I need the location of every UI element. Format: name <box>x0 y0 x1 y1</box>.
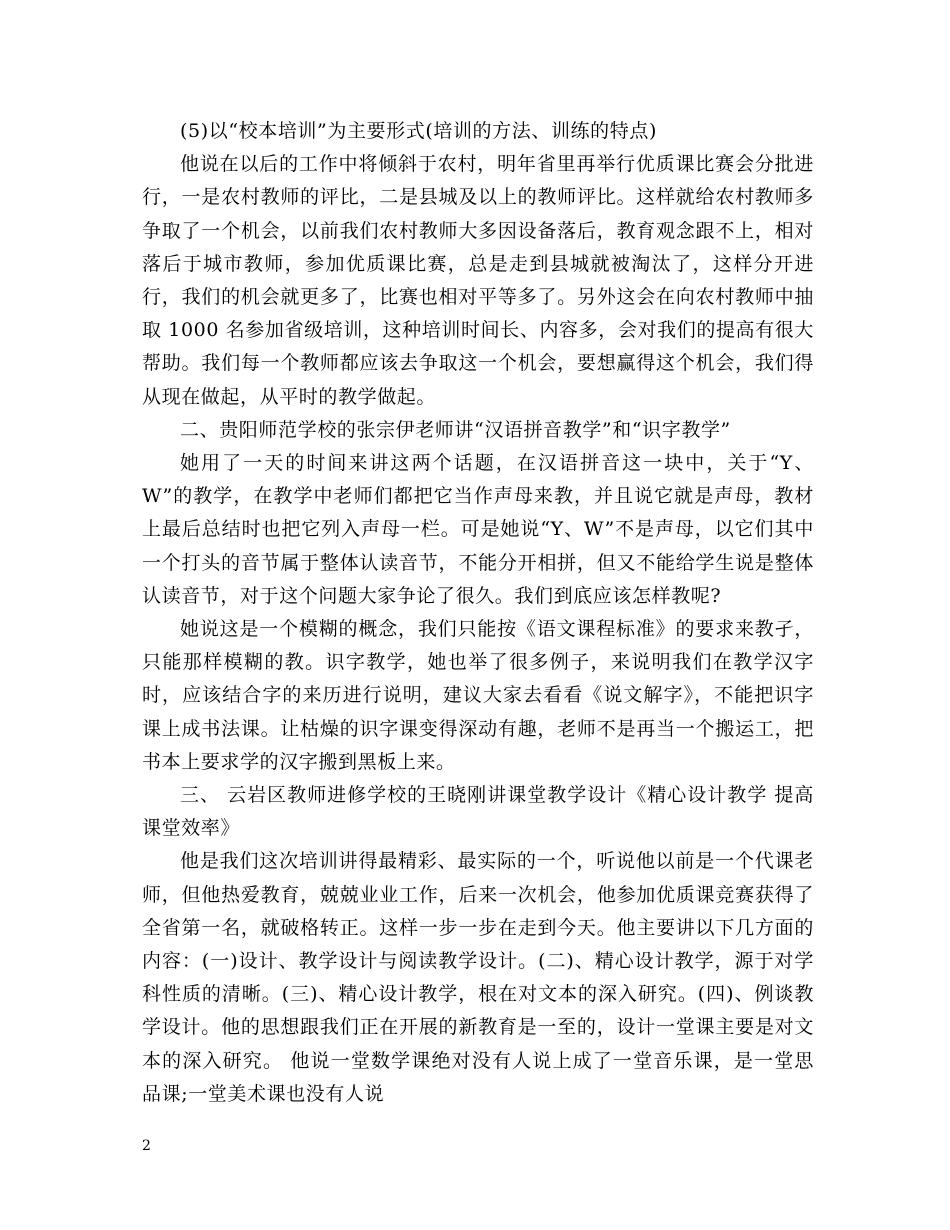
section-heading-two: 二、贵阳师范学校的张宗伊老师讲“汉语拼音教学”和“识字教学” <box>180 418 731 441</box>
paragraph-training-form: (5)以“校本培训”为主要形式(培训的方法、训练的特点) <box>180 120 657 142</box>
paragraph-pinyin-teaching: 她用了一天的时间来讲这两个话题，在汉语拼音这一块中，关于“Y、W”的教学，在教学中老师们都把它当作声母来教，并且说它就是声母，教材上最后总结时也把它列入声母一栏。可是她说“Y、W”不是声母，以它们其中一个打头的音节属于整体认读音节，不能分开相拼，但又不能给学生说是整体认读音节，对于这个问题大家争论了很久。我们到底应该怎样教呢? <box>142 452 814 607</box>
page-number: 2 <box>142 1138 151 1154</box>
paragraph-lesson-design: 他是我们这次培训讲得最精彩、最实际的一个，听说他以前是一个代课老师，但他热爱教育，兢兢业业工作，后来一次机会，他参加优质课竞赛获得了全省第一名，就破格转正。这样一步一步在走到今天。他主要讲以下几方面的内容：(一)设计、教学设计与阅读教学设计。(二)、精心设计教学，源于对学科性质的清晰。(三)、精心设计教学，根在对文本的深入研究。(四)、例谈教学设计。他的思想跟我们正在开展的新教育是一至的，设计一堂课主要是对文本的深入研究。 他说一堂数学课绝对没有人说上成了一堂音乐课，是一堂思品课;一堂美术课也没有人说 <box>142 850 814 1105</box>
paragraph-rural-teachers: 他说在以后的工作中将倾斜于农村，明年省里再举行优质课比赛会分批进行，一是农村教师的评比，二是县城及以上的教师评比。这样就给农村教师多争取了一个机会，以前我们农村教师大多因设备落后，教育观念跟不上，相对落后于城市教师，参加优质课比赛，总是走到县城就被淘汰了，这样分开进行，我们的机会就更多了，比赛也相对平等多了。另外这会在向农村教师中抽取 1000 名参加省级培训，这种培训时间长、内容多，会对我们的提高有很大帮助。我们每一个教师都应该去争取这一个机会，要想赢得这个机会，我们得从现在做起，从平时的教学做起。 <box>142 153 814 408</box>
section-heading-three: 三、 云岩区教师进修学校的王晓刚讲课堂教学设计《精心设计教学 提高课堂效率》 <box>142 784 814 840</box>
body-text <box>142 115 814 1111</box>
paragraph-literacy-teaching: 她说这是一个模糊的概念，我们只能按《语文课程标准》的要求来教孑，只能那样模糊的教。识字教学，她也举了很多例子，来说明我们在教学汉字时，应该结合字的来历进行说明，建议大家去看看《说文解字》，不能把识字课上成书法课。让枯燥的识字课变得深动有趣，老师不是再当一个搬运工，把书本上要求学的汉字搬到黑板上来。 <box>142 618 814 773</box>
